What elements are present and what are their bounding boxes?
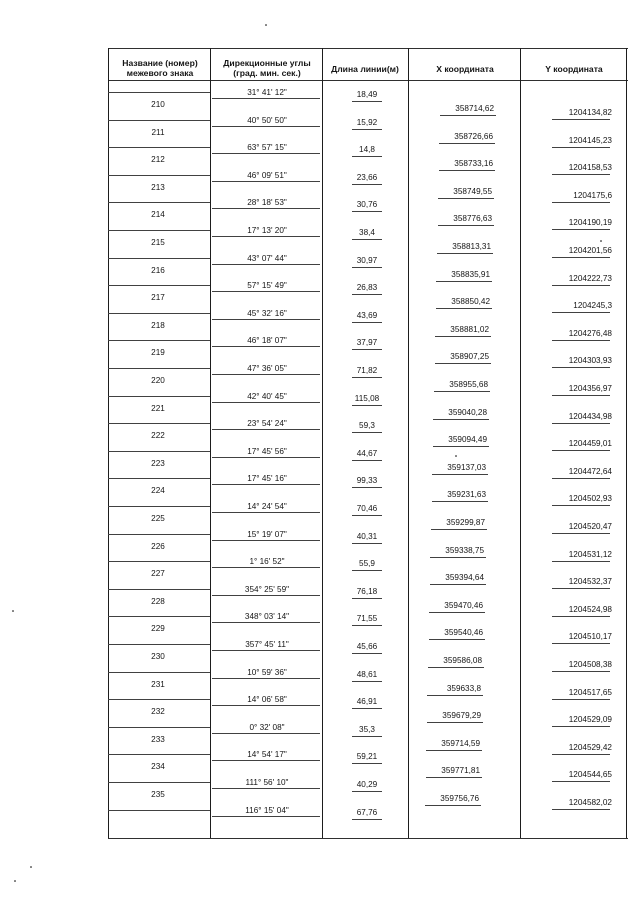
x-underline [435, 363, 491, 364]
name-divider [108, 672, 210, 673]
angle-divider [212, 126, 320, 127]
length-value: 14,8 [359, 145, 375, 154]
scan-speck [14, 880, 16, 882]
y-underline [552, 147, 610, 148]
y-underline [552, 561, 610, 562]
angle-value: 111° 56' 10" [245, 778, 289, 787]
angle-value: 42° 40' 45" [247, 392, 287, 401]
angle-value: 0° 32' 08" [249, 723, 285, 732]
y-coordinate: 1204245,3 [573, 301, 612, 310]
y-underline [552, 781, 610, 782]
length-value: 26,83 [356, 283, 378, 292]
y-underline [552, 809, 610, 810]
x-underline [435, 336, 491, 337]
name-divider [108, 120, 210, 121]
y-underline [552, 505, 610, 506]
x-coordinate: 359586,08 [443, 656, 482, 665]
x-coordinate: 358733,16 [454, 159, 493, 168]
name-divider [108, 258, 210, 259]
x-coordinate: 358726,66 [454, 132, 493, 141]
angle-divider [212, 595, 320, 596]
angle-divider [212, 236, 320, 237]
y-coordinate: 1204175,6 [573, 191, 612, 200]
point-name: 235 [151, 790, 165, 799]
angle-value: 31° 41' 12" [247, 88, 287, 97]
angle-divider [212, 622, 320, 623]
name-divider [108, 810, 210, 811]
angle-value: 57° 15' 49" [247, 281, 287, 290]
header-length: Длина линии(м) [331, 64, 399, 74]
length-value: 70,46 [356, 504, 378, 513]
x-coordinate: 359540,46 [444, 628, 483, 637]
length-underline [352, 405, 382, 406]
x-underline [430, 557, 486, 558]
name-divider [108, 534, 210, 535]
x-coordinate: 358835,91 [451, 270, 490, 279]
angle-value: 63° 57' 15" [247, 143, 287, 152]
length-underline [352, 294, 382, 295]
x-coordinate: 359338,75 [445, 546, 484, 555]
length-value: 23,66 [356, 173, 378, 182]
point-name: 228 [151, 597, 165, 606]
length-value: 48,61 [356, 670, 378, 679]
point-name: 217 [151, 293, 165, 302]
length-value: 99,33 [356, 476, 378, 485]
x-coordinate: 359231,63 [447, 490, 486, 499]
point-name: 210 [151, 100, 165, 109]
x-coordinate: 358881,02 [450, 325, 489, 334]
x-coordinate: 359040,28 [448, 408, 487, 417]
x-underline [432, 474, 488, 475]
length-underline [352, 239, 382, 240]
y-coordinate: 1204201,56 [568, 246, 612, 255]
table-bottom-border [108, 838, 628, 839]
x-underline [428, 667, 484, 668]
length-underline [352, 598, 382, 599]
point-name: 220 [151, 376, 165, 385]
length-underline [352, 322, 382, 323]
length-value: 35,3 [359, 725, 375, 734]
length-value: 71,55 [356, 614, 378, 623]
y-underline [552, 174, 610, 175]
point-name: 234 [151, 762, 165, 771]
x-underline [427, 722, 483, 723]
angle-divider [212, 346, 320, 347]
column-border-2 [322, 48, 323, 838]
name-divider [108, 368, 210, 369]
point-name: 222 [151, 431, 165, 440]
length-value: 71,82 [356, 366, 378, 375]
point-name: 226 [151, 542, 165, 551]
point-name: 223 [151, 459, 165, 468]
y-coordinate: 1204190,19 [568, 218, 612, 227]
point-name: 227 [151, 569, 165, 578]
point-name: 216 [151, 266, 165, 275]
x-underline [436, 308, 492, 309]
x-coordinate: 359771,81 [441, 766, 480, 775]
x-coordinate: 358714,62 [455, 104, 494, 113]
length-underline [352, 570, 382, 571]
x-underline [433, 446, 489, 447]
length-value: 30,76 [356, 200, 378, 209]
length-value: 55,9 [359, 559, 375, 568]
length-value: 115,08 [354, 394, 380, 403]
length-underline [352, 377, 382, 378]
point-name: 212 [151, 155, 165, 164]
y-underline [552, 588, 610, 589]
angle-divider [212, 705, 320, 706]
y-underline [552, 533, 610, 534]
name-divider [108, 589, 210, 590]
x-coordinate: 359470,46 [444, 601, 483, 610]
angle-divider [212, 788, 320, 789]
header-bottom-border [108, 80, 628, 81]
point-name: 233 [151, 735, 165, 744]
angle-value: 17° 45' 16" [247, 474, 287, 483]
y-coordinate: 1204276,48 [568, 329, 612, 338]
x-coordinate: 358907,25 [450, 352, 489, 361]
angle-divider [212, 291, 320, 292]
name-divider [108, 754, 210, 755]
x-coordinate: 358776,63 [453, 214, 492, 223]
y-underline [552, 726, 610, 727]
scan-speck [600, 240, 602, 242]
angle-value: 46° 09' 51" [247, 171, 287, 180]
point-name: 215 [151, 238, 165, 247]
x-underline [437, 253, 493, 254]
x-underline [433, 419, 489, 420]
angle-divider [212, 816, 320, 817]
x-underline [436, 281, 492, 282]
length-underline [352, 460, 382, 461]
angle-value: 116° 15' 04" [245, 806, 289, 815]
y-underline [552, 450, 610, 451]
length-underline [352, 791, 382, 792]
angle-divider [212, 512, 320, 513]
y-underline [552, 478, 610, 479]
point-name: 214 [151, 210, 165, 219]
angle-value: 28° 18' 53" [247, 198, 287, 207]
length-value: 59,21 [356, 752, 378, 761]
point-name: 224 [151, 486, 165, 495]
angle-divider [212, 650, 320, 651]
length-underline [352, 736, 382, 737]
x-underline [426, 777, 482, 778]
angle-value: 46° 18' 07" [247, 336, 287, 345]
y-underline [552, 643, 610, 644]
length-underline [352, 184, 382, 185]
header-name: Название (номер) межевого знака [122, 58, 198, 78]
column-border-4 [520, 48, 521, 838]
name-divider [108, 782, 210, 783]
name-divider [108, 423, 210, 424]
length-value: 76,18 [356, 587, 378, 596]
name-divider [108, 616, 210, 617]
angle-value: 43° 07' 44" [247, 254, 287, 263]
angle-divider [212, 484, 320, 485]
angle-value: 23° 54' 24" [247, 419, 287, 428]
angle-value: 40° 50' 50" [247, 116, 287, 125]
angle-value: 354° 25' 59" [244, 585, 290, 594]
x-coordinate: 358813,31 [452, 242, 491, 251]
y-underline [552, 616, 610, 617]
header-angle: Дирекционные углы (град. мин. сек.) [223, 58, 311, 78]
y-underline [552, 229, 610, 230]
x-underline [439, 170, 495, 171]
point-name: 230 [151, 652, 165, 661]
y-underline [552, 285, 610, 286]
scan-speck [455, 455, 457, 457]
name-divider [108, 451, 210, 452]
x-coordinate: 359756,76 [440, 794, 479, 803]
length-underline [352, 543, 382, 544]
x-underline [434, 391, 490, 392]
x-coordinate: 359633,8 [446, 684, 481, 693]
angle-value: 45° 32' 16" [247, 309, 287, 318]
y-underline [552, 367, 610, 368]
length-underline [352, 625, 382, 626]
x-underline [429, 639, 485, 640]
x-coordinate: 358955,68 [449, 380, 488, 389]
x-underline [426, 750, 482, 751]
point-name: 219 [151, 348, 165, 357]
y-underline [552, 312, 610, 313]
y-coordinate: 1204532,37 [568, 577, 612, 586]
length-underline [352, 211, 382, 212]
length-underline [352, 653, 382, 654]
length-underline [352, 129, 382, 130]
angle-divider [212, 429, 320, 430]
length-underline [352, 101, 382, 102]
length-underline [352, 349, 382, 350]
x-underline [438, 198, 494, 199]
angle-value: 14° 06' 58" [247, 695, 287, 704]
name-divider [108, 644, 210, 645]
name-divider [108, 147, 210, 148]
y-coordinate: 1204520,47 [568, 522, 612, 531]
x-coordinate: 359679,29 [442, 711, 481, 720]
angle-value: 17° 45' 56" [247, 447, 287, 456]
point-name: 211 [151, 128, 165, 137]
x-coordinate: 359299,87 [446, 518, 485, 527]
y-coordinate: 1204356,97 [568, 384, 612, 393]
name-divider [108, 478, 210, 479]
length-value: 44,67 [356, 449, 378, 458]
length-value: 18,49 [356, 90, 378, 99]
name-divider [108, 285, 210, 286]
y-coordinate: 1204510,17 [568, 632, 612, 641]
angle-divider [212, 208, 320, 209]
x-coordinate: 359137,03 [447, 463, 486, 472]
length-value: 37,97 [356, 338, 378, 347]
y-coordinate: 1204544,65 [568, 770, 612, 779]
x-underline [427, 695, 483, 696]
angle-value: 17° 13' 20" [247, 226, 287, 235]
name-divider [108, 561, 210, 562]
x-underline [439, 143, 495, 144]
angle-divider [212, 540, 320, 541]
angle-divider [212, 733, 320, 734]
angle-divider [212, 678, 320, 679]
x-underline [425, 805, 481, 806]
y-underline [552, 340, 610, 341]
x-coordinate: 358850,42 [451, 297, 490, 306]
name-divider [108, 92, 210, 93]
length-value: 43,69 [356, 311, 378, 320]
angle-divider [212, 457, 320, 458]
length-value: 59,3 [359, 421, 375, 430]
angle-divider [212, 181, 320, 182]
length-value: 38,4 [359, 228, 375, 237]
y-coordinate: 1204531,12 [568, 550, 612, 559]
length-underline [352, 432, 382, 433]
y-coordinate: 1204517,65 [568, 688, 612, 697]
point-name: 229 [151, 624, 165, 633]
y-coordinate: 1204502,93 [568, 494, 612, 503]
name-divider [108, 699, 210, 700]
length-value: 46,91 [356, 697, 378, 706]
point-name: 231 [151, 680, 165, 689]
point-name: 225 [151, 514, 165, 523]
x-underline [432, 501, 488, 502]
length-underline [352, 763, 382, 764]
point-name: 218 [151, 321, 165, 330]
length-value: 45,66 [356, 642, 378, 651]
length-value: 15,92 [356, 118, 378, 127]
y-underline [552, 754, 610, 755]
length-value: 30,97 [356, 256, 378, 265]
name-divider [108, 202, 210, 203]
y-coordinate: 1204508,38 [568, 660, 612, 669]
angle-divider [212, 98, 320, 99]
y-coordinate: 1204303,93 [568, 356, 612, 365]
length-underline [352, 515, 382, 516]
x-coordinate: 359394,64 [445, 573, 484, 582]
length-underline [352, 156, 382, 157]
y-coordinate: 1204472,64 [568, 467, 612, 476]
column-border-0 [108, 48, 109, 838]
angle-divider [212, 760, 320, 761]
length-value: 40,29 [356, 780, 378, 789]
angle-value: 348° 03' 14" [244, 612, 290, 621]
y-coordinate: 1204222,73 [568, 274, 612, 283]
angle-divider [212, 374, 320, 375]
length-value: 40,31 [356, 532, 378, 541]
name-divider [108, 506, 210, 507]
y-coordinate: 1204134,82 [568, 108, 612, 117]
name-divider [108, 230, 210, 231]
length-underline [352, 487, 382, 488]
x-coordinate: 358749,55 [453, 187, 492, 196]
y-underline [552, 119, 610, 120]
angle-value: 15° 19' 07" [247, 530, 287, 539]
column-border-5 [626, 48, 627, 838]
x-coordinate: 359714,59 [441, 739, 480, 748]
point-name: 213 [151, 183, 165, 192]
angle-value: 10° 59' 36" [247, 668, 287, 677]
angle-value: 14° 24' 54" [247, 502, 287, 511]
angle-divider [212, 567, 320, 568]
name-divider [108, 313, 210, 314]
y-underline [552, 423, 610, 424]
angle-value: 14° 54' 17" [247, 750, 287, 759]
angle-value: 1° 16' 52" [249, 557, 285, 566]
scan-speck [30, 866, 32, 868]
y-coordinate: 1204459,01 [568, 439, 612, 448]
y-coordinate: 1204524,98 [568, 605, 612, 614]
length-underline [352, 681, 382, 682]
x-underline [431, 529, 487, 530]
name-divider [108, 340, 210, 341]
name-divider [108, 727, 210, 728]
length-underline [352, 267, 382, 268]
y-underline [552, 699, 610, 700]
y-underline [552, 395, 610, 396]
x-underline [438, 225, 494, 226]
x-underline [429, 612, 485, 613]
angle-value: 47° 36' 05" [247, 364, 287, 373]
table-top-border [108, 48, 628, 49]
y-coordinate: 1204582,02 [568, 798, 612, 807]
angle-divider [212, 402, 320, 403]
point-name: 221 [151, 404, 165, 413]
header-y: Y координата [545, 64, 603, 74]
length-underline [352, 819, 382, 820]
y-coordinate: 1204529,42 [568, 743, 612, 752]
length-value: 67,76 [356, 808, 378, 817]
scan-speck [265, 24, 267, 26]
y-underline [552, 202, 610, 203]
x-underline [430, 584, 486, 585]
y-underline [552, 671, 610, 672]
angle-divider [212, 319, 320, 320]
name-divider [108, 175, 210, 176]
x-coordinate: 359094,49 [448, 435, 487, 444]
y-coordinate: 1204434,98 [568, 412, 612, 421]
angle-divider [212, 153, 320, 154]
y-coordinate: 1204145,23 [568, 136, 612, 145]
scan-speck [12, 610, 14, 612]
y-underline [552, 257, 610, 258]
header-x: X координата [436, 64, 494, 74]
angle-divider [212, 264, 320, 265]
y-coordinate: 1204158,53 [568, 163, 612, 172]
name-divider [108, 396, 210, 397]
length-underline [352, 708, 382, 709]
angle-value: 357° 45' 11" [245, 640, 289, 649]
y-coordinate: 1204529,09 [568, 715, 612, 724]
point-name: 232 [151, 707, 165, 716]
column-border-1 [210, 48, 211, 838]
x-underline [440, 115, 496, 116]
